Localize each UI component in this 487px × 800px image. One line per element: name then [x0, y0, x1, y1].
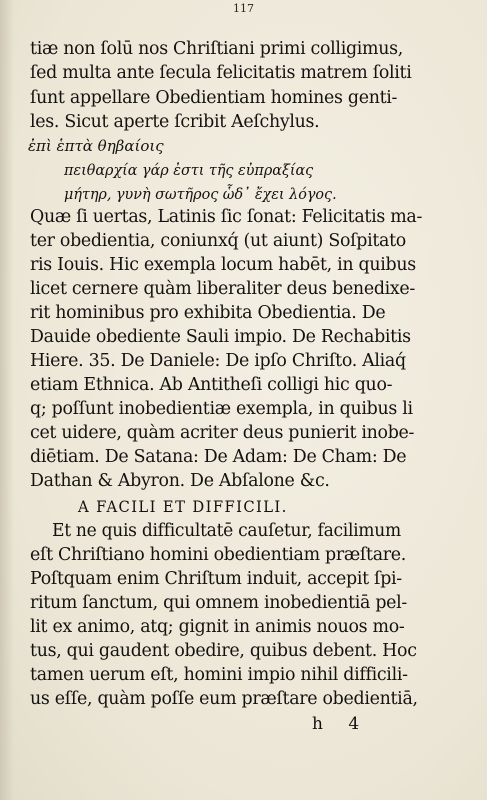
text-line: diētiam. De Satana: De Adam: De Cham: De	[30, 447, 407, 467]
text-line: Quæ ſi uertas, Latinis ſic ſonat: Felicitatis ma-	[30, 207, 423, 227]
text-line: eſt Chriſtiano homini obedientiam præſtare.	[30, 545, 407, 565]
text-line: Et ne quis difficultatē cauſetur, facilimum	[52, 521, 401, 541]
text-line: tus, qui gaudent obedire, quibus debent. Hoc	[30, 641, 417, 661]
signature-mark: h 4	[312, 714, 370, 734]
greek-verse-line: πειθαρχία γάρ ἐστι τῆς εὐπραξίας	[64, 161, 314, 179]
text-line: Hiere. 35. De Daniele: De ipſo Chriſto. Aliaq́	[30, 351, 406, 371]
text-line: lit ex animo, atq; gignit in animis nouos mo-	[30, 617, 405, 637]
section-heading: A FACILI ET DIFFICILI.	[78, 497, 288, 516]
text-line: ris Iouis. Hic exempla locum habēt, in quibus	[30, 255, 416, 275]
text-line: Dauide obediente Sauli impio. De Rechabitis	[30, 327, 411, 347]
text-line: ritum ſanctum, qui omnem inobedientiā pel-	[30, 593, 408, 613]
text-line: etiam Ethnica. Ab Antitheſi colligi hic quo-	[30, 375, 393, 395]
page-edge-shadow	[0, 0, 14, 800]
text-line: us eſſe, quàm poſſe eum præſtare obedientiā,	[30, 689, 418, 709]
text-line: ſed multa ante ſecula felicitatis matrem ſoliti	[30, 63, 412, 83]
text-line: Dathan & Abyron. De Abſalone &c.	[30, 471, 330, 491]
text-line: les. Sicut aperte ſcribit Aeſchylus.	[30, 112, 320, 132]
text-line: ſunt appellare Obedientiam homines genti-	[30, 88, 398, 108]
text-line: Poſtquam enim Chriſtum induit, accepit ſpi-	[30, 569, 402, 589]
text-line: tiæ non ſolū nos Chriſtiani primi colligimus,	[30, 39, 403, 59]
text-line: q; poſſunt inobedientiæ exempla, in quibus li	[30, 399, 413, 419]
text-line: ter obedientia, coniunxq́ (ut aiunt) Soſpitato	[30, 231, 406, 251]
greek-title-line: ἐπὶ ἑπτὰ θηβαίοις	[28, 137, 164, 155]
text-line: rit hominibus pro exhibita Obedientia. De	[30, 303, 386, 323]
text-line: licet cernere quàm liberaliter deus benedixe-	[30, 279, 415, 299]
text-line: cet uidere, quàm acriter deus punierit inobe-	[30, 423, 415, 443]
text-line: tamen uerum eſt, homini impio nihil difficili-	[30, 665, 408, 685]
greek-verse-line: μήτηρ, γυνὴ σωτῆρος ὧδ᾽ ἔχει λόγος.	[64, 185, 337, 203]
page-number: 117	[233, 2, 254, 15]
